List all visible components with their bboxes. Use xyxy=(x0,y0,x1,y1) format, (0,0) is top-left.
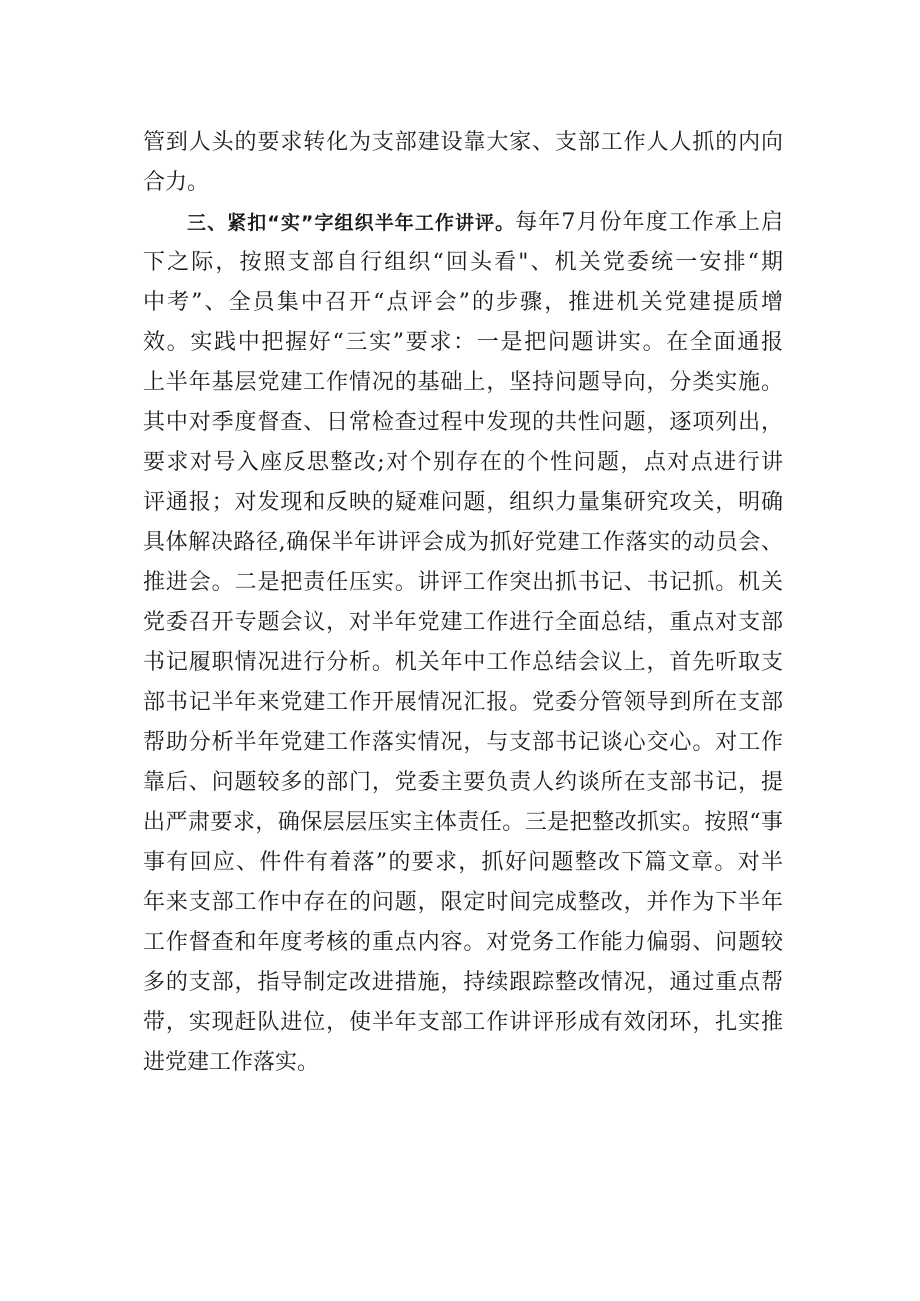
text-line: 事有回应、件件有着落”的要求，抓好问题整改下篇文章。对半 xyxy=(143,850,783,875)
text-line: 帮助分析半年党建工作落实情况，与支部书记谈心交心。对工作 xyxy=(143,730,783,755)
text-line: 中考”、全员集中召开“点评会”的步骤，推进机关党建提质增 xyxy=(143,290,783,315)
text-line: 党委召开专题会议，对半年党建工作进行全面总结，重点对支部 xyxy=(143,610,783,635)
text-line: 评通报；对发现和反映的疑难问题，组织力量集研究攻关，明确 xyxy=(143,490,783,515)
text-line: 其中对季度督查、日常检查过程中发现的共性问题，逐项列出， xyxy=(143,410,783,435)
text-line: 效。实践中把握好“三实”要求：一是把问题讲实。在全面通报 xyxy=(143,330,783,355)
text-line: 合力。 xyxy=(143,170,210,195)
text-line: 进党建工作落实。 xyxy=(143,1050,320,1075)
section-heading-line xyxy=(187,203,783,243)
text-line: 上半年基层党建工作情况的基础上，坚持问题导向，分类实施。 xyxy=(143,370,783,395)
text-line: 工作督查和年度考核的重点内容。对党务工作能力偏弱、问题较 xyxy=(143,930,783,955)
text-line: 推进会。二是把责任压实。讲评工作突出抓书记、书记抓。机关 xyxy=(143,570,783,595)
text-line: 出严肃要求，确保层层压实主体责任。三是把整改抓实。按照“事 xyxy=(143,810,783,835)
text-line: 书记履职情况进行分析。机关年中工作总结会议上，首先听取支 xyxy=(143,650,783,675)
text-line: 具体解决路径,确保半年讲评会成为抓好党建工作落实的动员会、 xyxy=(143,530,783,555)
text-line: 带，实现赶队进位，使半年支部工作讲评形成有效闭环，扎实推 xyxy=(143,1010,783,1035)
text-line: 靠后、问题较多的部门，党委主要负责人约谈所在支部书记，提 xyxy=(143,770,783,795)
text-line: 部书记半年来党建工作开展情况汇报。党委分管领导到所在支部 xyxy=(143,690,783,715)
text-line: 下之际，按照支部自行组织“回头看"、机关党委统一安排“期 xyxy=(143,250,783,275)
text-line: 要求对号入座反思整改;对个别存在的个性问题，点对点进行讲 xyxy=(143,450,783,475)
text-line: 多的支部，指导制定改进措施，持续跟踪整改情况，通过重点帮 xyxy=(143,970,783,995)
text-line: 管到人头的要求转化为支部建设靠大家、支部工作人人抓的内向 xyxy=(143,130,783,155)
section-heading: 三、紧扣“实”字组织半年工作讲评。 xyxy=(187,212,516,234)
text-line: 年来支部工作中存在的问题，限定时间完成整改，并作为下半年 xyxy=(143,890,783,915)
section-first-line-text: 每年7月份年度工作承上启 xyxy=(515,210,783,235)
